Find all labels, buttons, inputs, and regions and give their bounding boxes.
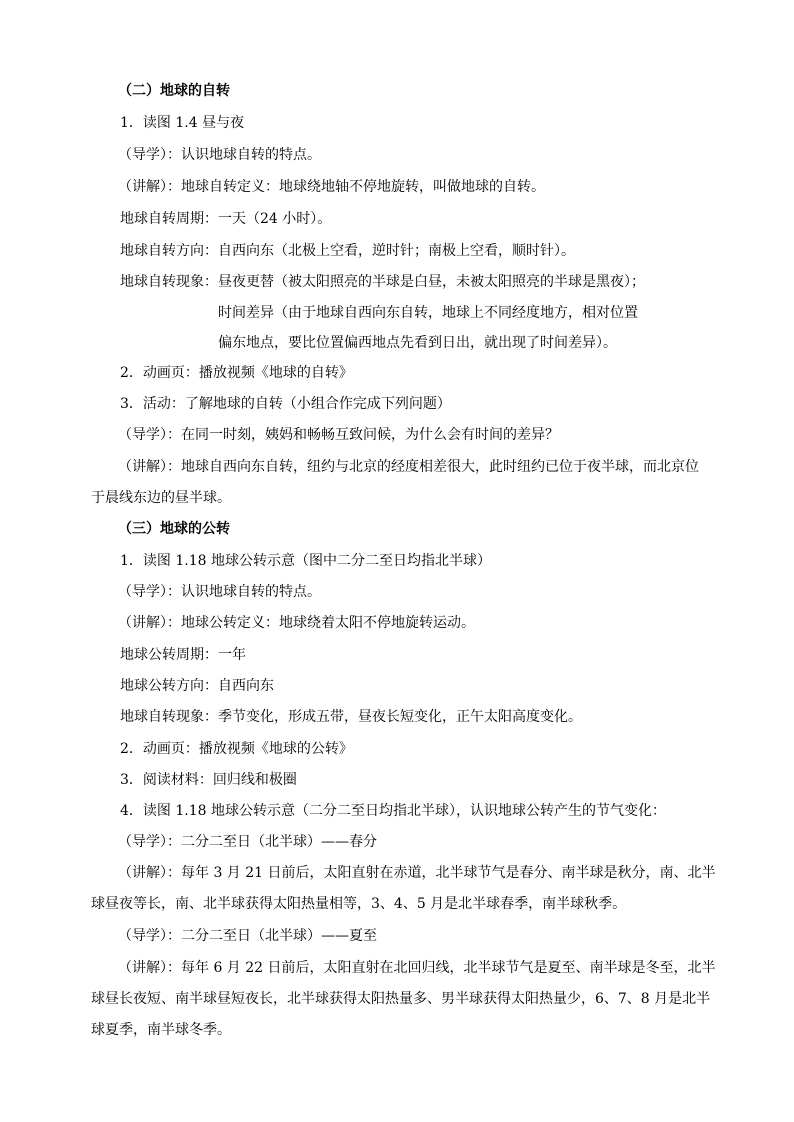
paragraph-line: （讲解）：每年 6 月 22 日前后，太阳直射在北回归线，北半球节气是夏至、南半球是冬至，北半 xyxy=(118,960,716,976)
paragraph-line: （导学）：在同一时刻，姨妈和畅畅互致问候，为什么会有时间的差异？ xyxy=(118,427,559,443)
paragraph-line: 地球自转现象：季节变化，形成五带，昼夜长短变化，正午太阳高度变化。 xyxy=(120,709,582,725)
paragraph-line: 地球公转方向：自西向东 xyxy=(120,678,274,694)
paragraph-line: （导学）：二分二至日（北半球）——春分 xyxy=(118,834,377,850)
paragraph-line: 2．动画页：播放视频《地球的自转》 xyxy=(120,365,353,381)
paragraph-line: 1．读图 1.4 昼与夜 xyxy=(120,115,245,131)
paragraph-line: 偏东地点，要比位置偏西地点先看到日出，就出现了时间差异）。 xyxy=(218,335,617,351)
paragraph-line: 1．读图 1.18 地球公转示意（图中二分二至日均指北半球） xyxy=(120,553,491,569)
paragraph-line: （讲解）：每年 3 月 21 日前后，太阳直射在赤道，北半球节气是春分、南半球是秋分，南、北半 xyxy=(118,865,716,881)
paragraph-line: 地球自转现象：昼夜更替（被太阳照亮的半球是白昼，未被太阳照亮的半球是黑夜）； xyxy=(120,274,645,290)
paragraph-line: 2．动画页：播放视频《地球的公转》 xyxy=(120,741,353,757)
paragraph-line: 于晨线东边的昼半球。 xyxy=(91,490,231,506)
paragraph-line: （导学）：认识地球自转的特点。 xyxy=(118,584,321,600)
paragraph-line: 球昼夜等长，南、北半球获得太阳热量相等，3、4、5 月是北半球春季，南半球秋季。 xyxy=(91,896,627,912)
paragraph-line: 地球自转方向：自西向东（北极上空看，逆时针；南极上空看，顺时针）。 xyxy=(120,243,575,259)
paragraph-line: 球昼长夜短、南半球昼短夜长，北半球获得太阳热量多、男半球获得太阳热量少，6、7、8 月是北半 xyxy=(91,991,711,1007)
paragraph-line: 3．阅读材料：回归线和极圈 xyxy=(120,772,297,788)
paragraph-line: 球夏季，南半球冬季。 xyxy=(91,1022,231,1038)
paragraph-line: （导学）：认识地球自转的特点。 xyxy=(118,147,321,163)
paragraph-line: 地球公转周期：一年 xyxy=(120,647,246,663)
paragraph-line: 3．活动：了解地球的自转（小组合作完成下列问题） xyxy=(120,396,451,412)
paragraph-line: （讲解）：地球公转定义：地球绕着太阳不停地旋转运动。 xyxy=(118,615,475,631)
paragraph-line: 时间差异（由于地球自西向东自转，地球上不同经度地方，相对位置 xyxy=(218,305,638,321)
paragraph-line: 地球自转周期：一天（24 小时）。 xyxy=(120,211,332,227)
paragraph-line: （讲解）：地球自转定义：地球绕地轴不停地旋转，叫做地球的自转。 xyxy=(118,179,545,195)
paragraph-line: 4．读图 1.18 地球公转示意（二分二至日均指北半球），认识地球公转产生的节气变化： xyxy=(120,803,666,819)
paragraph-line: （讲解）：地球自西向东自转，纽约与北京的经度相差很大，此时纽约已位于夜半球，而北京位 xyxy=(118,459,699,475)
paragraph-line: （导学）：二分二至日（北半球）——夏至 xyxy=(118,928,377,944)
section-heading-revolution: （三）地球的公转 xyxy=(118,521,230,537)
section-heading-rotation: （二）地球的自转 xyxy=(118,83,230,99)
